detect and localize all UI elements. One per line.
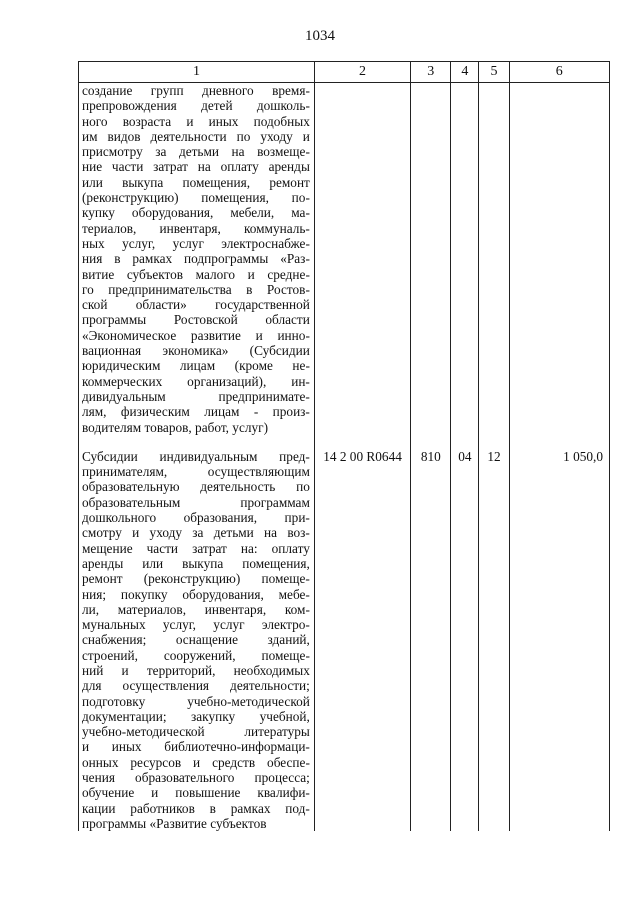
row1-vr-cell (411, 83, 451, 435)
row2-name-text (82, 449, 310, 831)
text-line: мещение части затрат на: оплату (82, 540, 310, 556)
text-line: водителям товаров, работ, услуг) (82, 419, 269, 435)
text-line: онных ресурсов и средств обеспе- (82, 754, 310, 770)
row2-name-cell (79, 435, 315, 831)
text-line: учебно-методической литературы (82, 724, 310, 740)
row2-sum-cell: 1 050,0 (509, 435, 609, 831)
text-line: смотру и уходу за детьми на воз- (82, 525, 310, 541)
text-line: дошкольного образования, при- (82, 510, 310, 526)
text-line: мунальных услуг, услуг электро- (82, 617, 310, 633)
text-line: документации; закупку учебной, (82, 708, 310, 724)
text-line: или выкупа помещения, ремонт (82, 174, 310, 190)
budget-table (78, 61, 610, 831)
text-line: ния в рамках подпрограммы «Раз- (82, 251, 310, 267)
text-line: Субсидии индивидуальным пред- (82, 448, 310, 464)
text-line: ния; покупку оборудования, мебе- (82, 586, 310, 602)
row1-csr-cell (314, 83, 410, 435)
header-col-1: 1 (79, 62, 315, 83)
row1-sum-cell (509, 83, 609, 435)
text-line: программы «Развитие субъектов (82, 815, 267, 831)
text-line: юридическим лицам (кроме не- (82, 358, 310, 374)
text-line: подготовку учебно-методической (82, 693, 310, 709)
text-line: ской области» государственной (82, 297, 310, 313)
text-line: дивидуальным предпринимате- (82, 388, 310, 404)
row1-pr-cell (479, 83, 509, 435)
text-line: ний и территорий, необходимых (82, 662, 310, 678)
text-line: вационная экономика» (Субсидии (82, 343, 310, 359)
text-line: ние части затрат на оплату аренды (82, 159, 310, 175)
text-line: строений, сооружений, помеще- (82, 647, 310, 663)
text-line: и иных библиотечно-информаци- (82, 739, 310, 755)
text-line: образовательную деятельность по (82, 479, 310, 495)
text-line: купку оборудования, мебели, ма- (82, 205, 310, 221)
text-line: «Экономическое развитие и инно- (82, 327, 310, 343)
row1-rz-cell (451, 83, 479, 435)
text-line: им видов деятельности по уходу и (82, 128, 310, 144)
text-line: обучение и повышение квалифи- (82, 785, 310, 801)
text-line: коммерческих организаций), ин- (82, 373, 310, 389)
table-row (79, 83, 610, 435)
table-row (79, 435, 610, 831)
text-line: витие субъектов малого и средне- (82, 266, 310, 282)
text-line: программы Ростовской области (82, 312, 310, 328)
text-line: чения образовательного процесса; (82, 770, 310, 786)
text-line: ного возраста и иных подобных (82, 113, 310, 129)
text-line: го предпринимательства в Ростов- (82, 281, 310, 297)
header-col-4: 4 (451, 62, 479, 83)
row2-rz-cell: 04 (451, 435, 479, 831)
text-line: для осуществления деятельности; (82, 678, 310, 694)
text-line: препровождения детей дошколь- (82, 98, 310, 114)
row1-name-cell (79, 83, 315, 435)
text-line: ремонт (реконструкцию) помеще- (82, 571, 310, 587)
text-line: ных услуг, услуг электроснабже- (82, 235, 310, 251)
row2-pr-cell: 12 (479, 435, 509, 831)
text-line: принимателям, осуществляющим (82, 464, 310, 480)
text-line: кации работников в рамках под- (82, 800, 310, 816)
text-line: ли, материалов, инвентаря, ком- (82, 601, 310, 617)
page-number: 1034 (305, 28, 335, 44)
text-line: (реконструкцию) помещения, по- (82, 190, 310, 206)
row2-csr-cell: 14 2 00 R0644 (314, 435, 410, 831)
text-line: создание групп дневного время- (82, 83, 310, 98)
row2-vr-cell: 810 (411, 435, 451, 831)
header-col-5: 5 (479, 62, 509, 83)
text-line: териалов, инвентаря, коммуналь- (82, 220, 310, 236)
header-col-6: 6 (509, 62, 609, 83)
text-line: образовательным программам (82, 494, 310, 510)
header-col-3: 3 (411, 62, 451, 83)
row1-name-text (82, 83, 310, 435)
text-line: аренды или выкупа помещения, (82, 555, 310, 571)
header-col-2: 2 (314, 62, 410, 83)
table-header-row (79, 62, 610, 83)
text-line: присмотру за детьми на возмеще- (82, 144, 310, 160)
text-line: лям, физическим лицам - произ- (82, 404, 310, 420)
text-line: снабжения; оснащение зданий, (82, 632, 310, 648)
